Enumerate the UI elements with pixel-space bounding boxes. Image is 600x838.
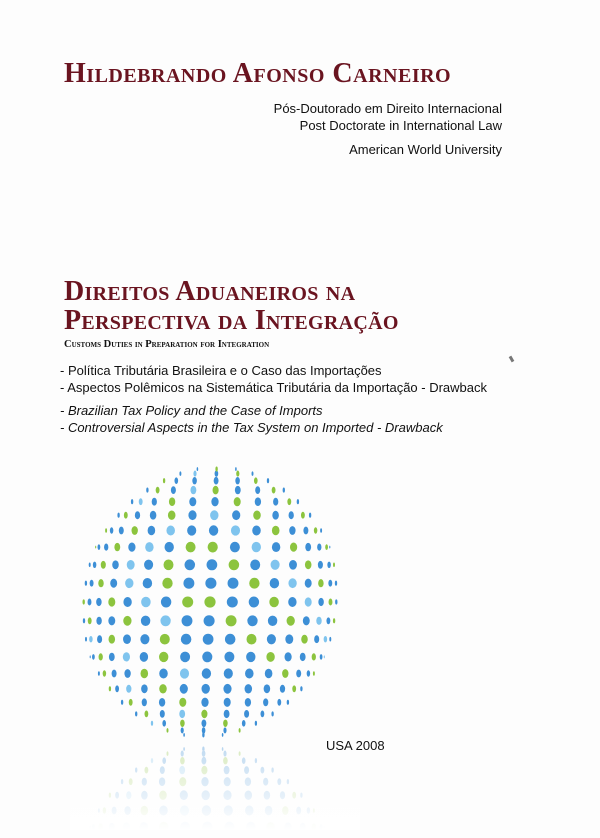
globe-dot (204, 615, 215, 626)
globe-dot (303, 527, 308, 535)
globe-dot (325, 544, 328, 550)
globe-dot (202, 684, 210, 694)
globe-dot (245, 669, 254, 679)
globe-dot (301, 512, 305, 519)
globe-dot (114, 543, 120, 551)
globe-dot (232, 510, 240, 520)
globe-dot (292, 685, 296, 692)
globe-dot (269, 597, 279, 607)
globe-dot (223, 684, 231, 694)
globe-dot (88, 617, 92, 624)
globe-dot (171, 486, 176, 494)
globe-dot (140, 652, 148, 662)
globe-dot (320, 654, 323, 660)
globe-dot (227, 596, 238, 607)
globe-dot (266, 652, 274, 662)
globe-dot (180, 720, 185, 727)
globe-dot (150, 511, 157, 520)
globe-dot (305, 560, 312, 569)
globe-dot (201, 710, 207, 719)
globe-dot (235, 477, 240, 484)
globe-dot (109, 635, 116, 644)
globe-dot (312, 653, 316, 660)
globe-dot (197, 467, 199, 471)
globe-dot (159, 669, 168, 679)
globe-dot (121, 700, 123, 705)
globe-dot (210, 510, 218, 520)
globe-dot (181, 727, 184, 733)
globe-dot (159, 684, 167, 693)
globe-dot (189, 497, 196, 506)
globe-dot (99, 653, 103, 660)
globe-dot (244, 710, 249, 718)
globe-dot (277, 699, 281, 706)
globe-dot (88, 599, 92, 606)
dotted-globe-icon (70, 450, 360, 830)
globe-dot (272, 487, 276, 494)
globe-dot (179, 471, 181, 476)
globe-dot (335, 599, 337, 604)
globe-dot (146, 488, 148, 493)
globe-dot (180, 652, 190, 663)
topic-pt-2: - Aspectos Polêmicos na Sistemática Tributária da Importação - Drawback (60, 380, 488, 395)
globe-dot (328, 580, 332, 587)
globe-dot (301, 635, 308, 644)
globe-dot (287, 700, 289, 705)
globe-dot (98, 544, 101, 550)
globe-dot (192, 477, 197, 484)
globe-dot (208, 542, 218, 553)
publication-year: USA 2008 (326, 738, 385, 753)
globe-dot (201, 698, 208, 707)
globe-dot (162, 578, 172, 589)
globe-dot (165, 542, 174, 552)
globe-dot (207, 559, 218, 570)
globe-dot (289, 560, 297, 570)
globe-dot (163, 478, 165, 483)
globe-dot (247, 615, 257, 626)
globe-dot (296, 670, 301, 678)
globe-dot (249, 578, 259, 589)
globe-dot (135, 711, 137, 716)
globe-dot (124, 669, 130, 678)
globe-dot (162, 720, 166, 727)
book-title-line-2: Perspectiva da Integração (64, 305, 399, 336)
globe-dot (104, 544, 108, 551)
globe-dot (263, 698, 268, 706)
globe-dot (131, 499, 133, 504)
globe-dot (253, 510, 261, 519)
globe-dot (144, 560, 153, 570)
globe-dot (98, 579, 103, 587)
globe-dot (90, 580, 94, 587)
globe-dot (314, 527, 317, 533)
globe-dot (213, 486, 219, 495)
globe-dot (152, 498, 157, 506)
globe-dot (283, 488, 285, 493)
globe-dot (255, 721, 257, 726)
globe-dot (203, 634, 214, 645)
globe-dot (186, 542, 196, 553)
globe-dot (187, 525, 196, 535)
globe-dot (125, 578, 133, 588)
globe-dot (97, 635, 102, 643)
globe-dot (180, 668, 189, 678)
globe-dot (284, 652, 291, 661)
globe-dot (329, 637, 331, 642)
globe-dot (224, 710, 230, 718)
globe-dot (145, 542, 153, 552)
globe-dot (307, 670, 310, 676)
globe-dot (164, 559, 174, 570)
book-title-line-1: Direitos Aduaneiros na (64, 276, 356, 307)
globe-dot (273, 498, 278, 506)
globe-dot (252, 542, 261, 552)
globe-dot (249, 597, 259, 608)
globe-dot (280, 685, 285, 693)
globe-dot (179, 710, 185, 718)
globe-dot (297, 499, 299, 504)
globe-dot (202, 727, 206, 734)
globe-dot (151, 721, 153, 726)
topic-pt-1: - Política Tributária Brasileira e o Caso das Importações (60, 363, 382, 378)
globe-dot (183, 578, 194, 589)
globe-dot (141, 669, 149, 678)
globe-dot (265, 669, 273, 678)
globe-dot (318, 561, 323, 569)
globe-dot (211, 497, 218, 506)
globe-dot (92, 654, 95, 660)
globe-dot (231, 525, 240, 535)
globe-dot (112, 670, 117, 678)
credential-postdoc-pt: Pós-Doutorado em Direito Internacional (273, 101, 502, 116)
globe-dot (318, 598, 324, 606)
globe-dot (135, 511, 140, 519)
globe-dot (287, 616, 295, 626)
globe-dot (83, 599, 85, 604)
globe-dot (313, 671, 315, 676)
globe-dot (85, 581, 87, 586)
globe-dot (185, 559, 196, 570)
globe-dot (159, 652, 168, 662)
globe-dot (309, 513, 311, 518)
globe-dot (182, 615, 193, 626)
globe-dot (224, 668, 233, 678)
globe-dot (300, 653, 306, 661)
globe-dot (124, 512, 128, 519)
globe-dot (148, 526, 156, 535)
globe-dot (109, 686, 111, 691)
globe-dot (123, 597, 131, 607)
globe-dot (141, 684, 148, 693)
globe-dot (245, 684, 253, 693)
globe-dot (112, 560, 119, 569)
globe-dot (193, 471, 196, 477)
globe-dot (316, 617, 321, 625)
globe-dot (267, 478, 269, 483)
globe-dot (305, 543, 311, 551)
globe-dot (119, 527, 124, 535)
credential-postdoc-en: Post Doctorate in International Law (299, 118, 502, 133)
globe-dot (141, 597, 151, 607)
globe-dot (123, 652, 130, 661)
globe-dot (250, 559, 260, 570)
globe-dot (320, 528, 322, 533)
globe-dot (109, 653, 115, 661)
globe-dot (182, 596, 193, 607)
globe-dot (214, 477, 219, 485)
globe-dot (305, 579, 312, 588)
globe-dot (290, 542, 297, 551)
globe-dot (132, 526, 138, 535)
globe-dot (140, 634, 149, 644)
globe-dot (242, 720, 246, 727)
topics-list (60, 362, 580, 436)
globe-dot (235, 467, 237, 471)
globe-dot (93, 562, 97, 568)
globe-dot (272, 526, 280, 535)
globe-dot (223, 727, 226, 733)
globe-dot (215, 467, 217, 472)
globe-dot (271, 711, 273, 716)
globe-dot (270, 578, 279, 588)
globe-dot (110, 527, 113, 533)
globe-dot (252, 526, 261, 536)
globe-dot (188, 510, 196, 520)
topic-en-1: - Brazilian Tax Policy and the Case of Imports (60, 403, 323, 418)
globe-dot (202, 668, 211, 678)
globe-dot (105, 528, 107, 533)
globe-dot (108, 597, 115, 606)
globe-dot (180, 684, 188, 694)
globe-dot (224, 652, 234, 663)
globe-dot (289, 511, 294, 519)
globe-dot (127, 560, 135, 570)
globe-dot (303, 616, 310, 625)
globe-dot (160, 634, 170, 645)
globe-dot (222, 733, 224, 737)
globe-dot (201, 719, 206, 727)
globe-dot (126, 685, 131, 693)
globe-dot (288, 578, 296, 588)
author-name: Hildebrando Afonso Carneiro (64, 58, 452, 89)
globe-dot (95, 546, 96, 549)
credential-university: American World University (349, 142, 502, 157)
globe-dot (225, 634, 236, 645)
globe-dot (305, 597, 312, 606)
globe-dot (255, 486, 260, 494)
globe-dot (160, 615, 170, 626)
globe-dot (96, 598, 102, 606)
globe-dot (85, 637, 87, 642)
globe-dot (327, 562, 331, 568)
globe-dot (329, 546, 330, 549)
globe-dot (282, 669, 288, 678)
globe-dot (271, 560, 280, 570)
globe-dot (168, 510, 176, 519)
globe-dot (252, 471, 254, 476)
globe-dot (272, 511, 279, 520)
globe-dot (267, 634, 276, 644)
globe-dot (228, 578, 239, 589)
globe-dot (141, 616, 150, 626)
globe-dot (101, 561, 106, 569)
globe-dot (247, 634, 257, 645)
globe-dot (223, 720, 228, 727)
globe-dot (224, 698, 231, 707)
globe-dot (264, 684, 271, 693)
globe-dot (89, 563, 91, 568)
globe-dot (254, 477, 258, 484)
globe-dot (245, 698, 251, 707)
globe-dot (317, 544, 321, 551)
globe-dot (98, 671, 100, 676)
globe-dot (326, 617, 330, 624)
globe-dot (324, 636, 328, 642)
globe-dot (239, 728, 241, 733)
globe-dot (229, 559, 240, 570)
globe-dot (160, 710, 165, 718)
globe-dot (226, 615, 237, 626)
globe-dot (156, 487, 160, 494)
globe-dot (234, 497, 241, 506)
globe-dot (333, 618, 335, 623)
globe-dot (314, 635, 319, 643)
globe-dot (144, 711, 148, 718)
globe-dot (272, 542, 280, 552)
globe-dot (285, 634, 293, 644)
globe-dot (204, 596, 215, 607)
globe-dot (329, 599, 333, 606)
globe-dot (90, 655, 91, 658)
globe-dot (268, 616, 277, 626)
globe-dot (288, 597, 296, 607)
globe-dot (143, 578, 152, 588)
globe-dot (139, 498, 143, 505)
globe-dot (300, 686, 302, 691)
globe-dot (260, 711, 264, 718)
globe-dot (83, 618, 85, 623)
globe-dot (89, 636, 93, 642)
globe-dot (287, 498, 291, 505)
globe-dot (128, 542, 135, 551)
globe-dot (230, 542, 240, 553)
globe-dot (289, 526, 295, 535)
globe-dot (142, 698, 147, 706)
globe-dot (335, 581, 337, 586)
globe-dot (167, 728, 169, 733)
globe-dot (183, 733, 185, 737)
globe-dot (166, 526, 175, 536)
globe-dot (123, 616, 131, 626)
globe-dot (236, 471, 239, 477)
globe-dot (255, 497, 261, 506)
globe-dot (246, 652, 255, 662)
globe-dot (96, 617, 101, 625)
globe-dot (110, 579, 117, 588)
globe-dot (117, 513, 119, 518)
globe-dot (181, 634, 192, 645)
globe-dot (205, 578, 216, 589)
globe-dot (115, 685, 119, 692)
globe-dot (103, 670, 106, 676)
book-subtitle: Customs Duties in Preparation for Integration (64, 339, 270, 350)
globe-dot (108, 616, 115, 625)
globe-dot (202, 652, 212, 663)
globe-dot (235, 486, 241, 494)
globe-dot (174, 477, 178, 484)
globe-dot (123, 634, 131, 644)
globe-dot (169, 497, 175, 506)
globe-dot (318, 579, 323, 587)
globe-dot (333, 563, 335, 568)
globe-dot (161, 597, 171, 608)
topic-en-2: - Controversial Aspects in the Tax System on Imported - Drawback (60, 420, 443, 435)
globe-dot (324, 655, 325, 658)
globe-dot (209, 525, 218, 535)
globe-dot (159, 698, 165, 707)
globe-dot (190, 486, 196, 494)
globe-dot (179, 698, 186, 707)
globe-dot (129, 699, 133, 706)
